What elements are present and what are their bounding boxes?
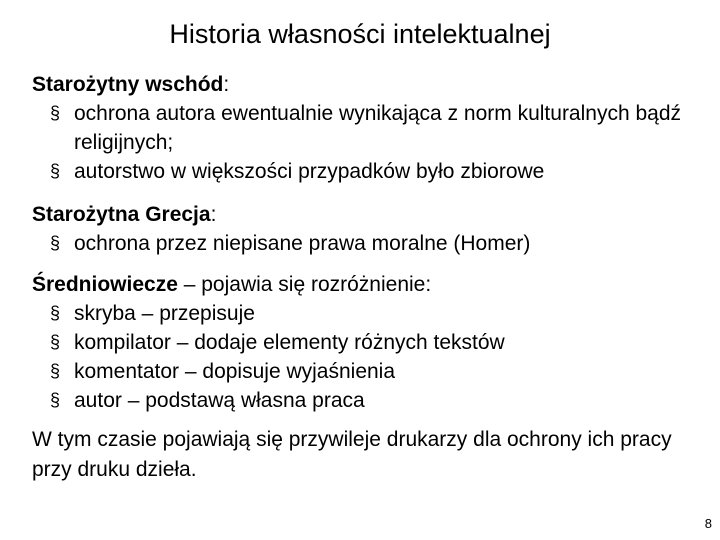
section-suffix: : (223, 73, 230, 96)
section-middle-ages (32, 270, 702, 415)
list-item-text: kompilator – dodaje elementy różnych tekstów (74, 331, 505, 354)
bullet-list (32, 99, 702, 186)
list-item (50, 299, 702, 328)
list-item (50, 157, 702, 186)
bullet-marker-icon: § (50, 361, 61, 381)
list-item (50, 386, 702, 415)
bullet-list (32, 299, 702, 415)
list-item (50, 357, 702, 386)
section-heading (32, 70, 702, 99)
list-item-text: ochrona autora ewentualnie wynikająca z norm kulturalnych bądź religijnych; (74, 102, 682, 154)
section-heading (32, 200, 702, 229)
bullet-marker-icon: § (50, 233, 61, 253)
bullet-marker-icon: § (50, 103, 61, 123)
list-item (50, 328, 702, 357)
section-name: Starożytny wschód (32, 73, 224, 96)
list-item (50, 229, 702, 258)
section-name: Średniowiecze (32, 273, 178, 296)
section-ancient-greece (32, 200, 702, 258)
bullet-list (32, 229, 702, 258)
list-item-text: autorstwo w większości przypadków było zbiorowe (74, 160, 545, 183)
page-number: 8 (704, 516, 712, 531)
section-suffix: – pojawia się rozróżnienie: (177, 273, 432, 296)
bullet-marker-icon: § (50, 303, 61, 323)
section-name: Starożytna Grecja (32, 203, 211, 226)
slide-title: Historia własności intelektualnej (169, 19, 551, 49)
section-heading (32, 270, 702, 299)
section-suffix: : (210, 203, 217, 226)
list-item-text: ochrona przez niepisane prawa moralne (Homer) (74, 232, 531, 255)
bullet-marker-icon: § (50, 332, 61, 352)
list-item-text: skryba – przepisuje (74, 302, 255, 325)
closing-paragraph: W tym czasie pojawiają się przywileje drukarzy dla ochrony ich pracy przy druku dzieła. (32, 428, 672, 481)
list-item-text: autor – podstawą własna praca (74, 389, 365, 412)
bullet-marker-icon: § (50, 161, 61, 181)
list-item-text: komentator – dopisuje wyjaśnienia (74, 360, 396, 383)
list-item (50, 99, 702, 157)
bullet-marker-icon: § (50, 390, 61, 410)
section-ancient-east (32, 70, 702, 186)
